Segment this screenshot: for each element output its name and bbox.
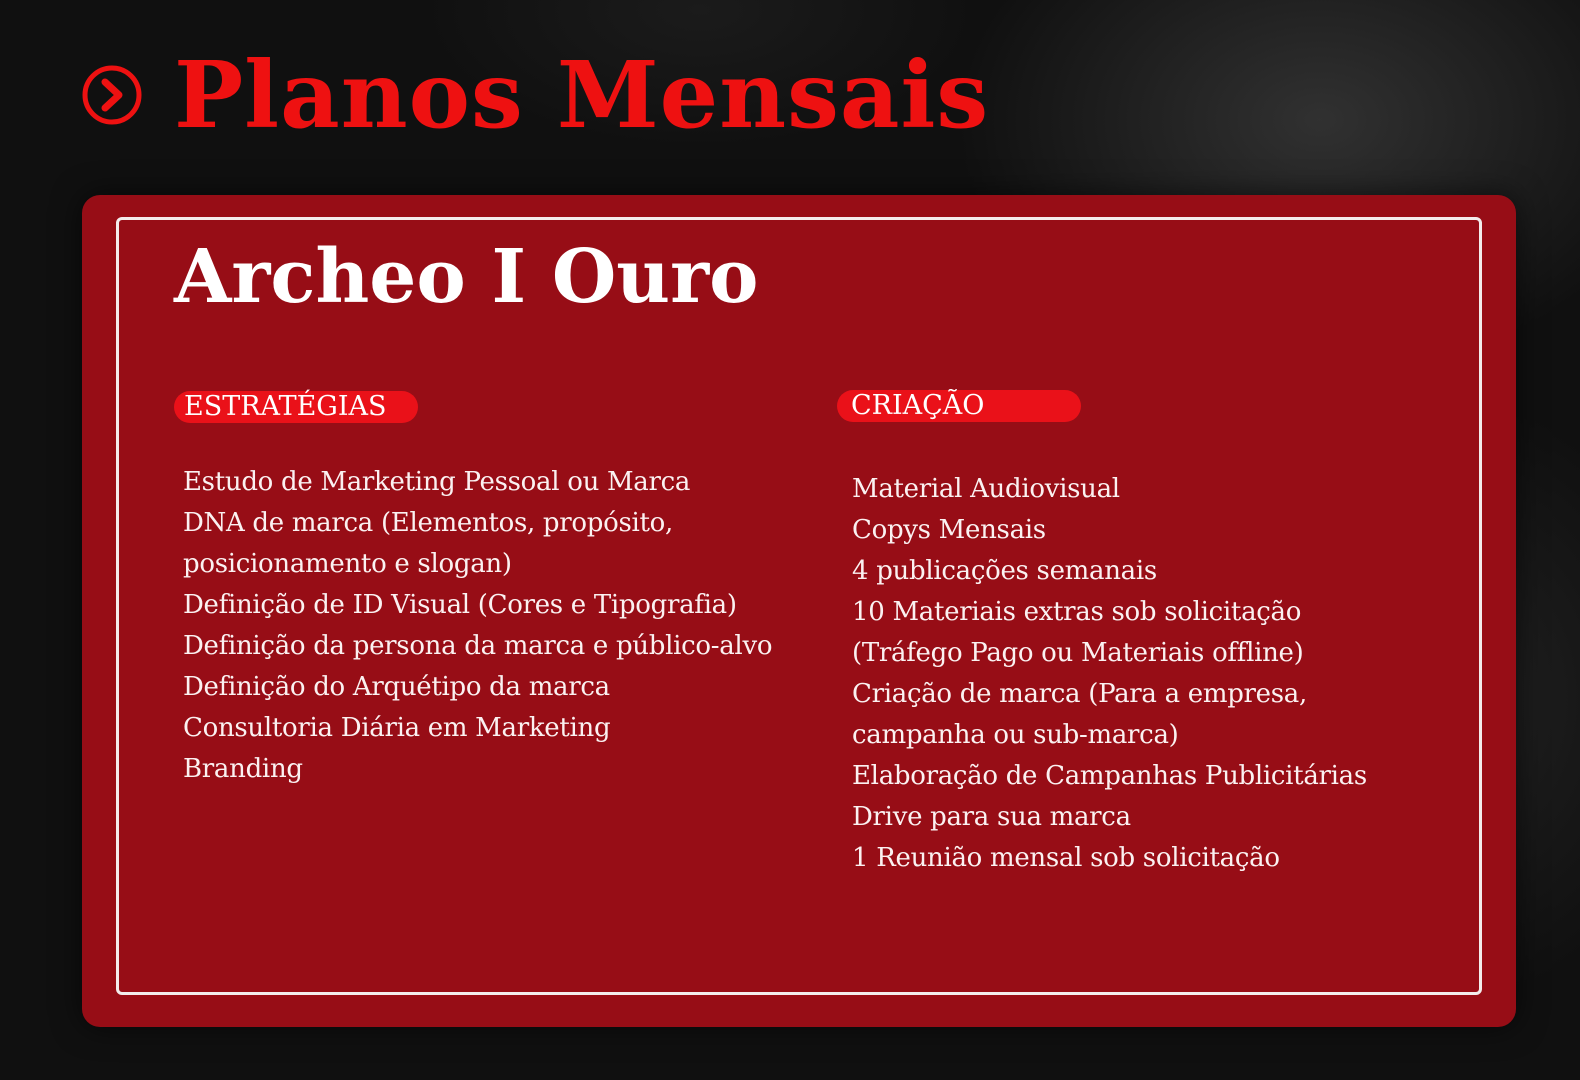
estrategias-badge: ESTRATÉGIAS <box>174 391 418 423</box>
list-item: DNA de marca (Elementos, propósito, <box>183 508 673 538</box>
list-item: Estudo de Marketing Pessoal ou Marca <box>183 467 691 497</box>
list-item: Drive para sua marca <box>852 802 1131 832</box>
criacao-badge: CRIAÇÃO <box>837 390 1081 422</box>
list-item: Elaboração de Campanhas Publicitárias <box>852 761 1367 791</box>
list-item: 4 publicações semanais <box>852 556 1157 586</box>
list-item: Criação de marca (Para a empresa, <box>852 679 1307 709</box>
plan-title: Archeo I Ouro <box>174 234 759 320</box>
list-item: campanha ou sub-marca) <box>852 720 1179 750</box>
page-title: Planos Mensais <box>174 41 990 149</box>
list-item: Branding <box>183 754 303 784</box>
criacao-list <box>852 469 1367 879</box>
list-item: 10 Materiais extras sob solicitação <box>852 597 1302 627</box>
list-item: Consultoria Diária em Marketing <box>183 713 611 743</box>
page-header <box>80 30 989 160</box>
plan-card <box>82 195 1516 1027</box>
list-item: 1 Reunião mensal sob solicitação <box>852 843 1280 873</box>
list-item: Definição da persona da marca e público-alvo <box>183 631 773 661</box>
circle-chevron-right-icon <box>80 63 144 127</box>
list-item: Definição de ID Visual (Cores e Tipografia) <box>183 590 737 620</box>
list-item: Material Audiovisual <box>852 474 1120 504</box>
list-item: posicionamento e slogan) <box>183 549 512 579</box>
list-item: Copys Mensais <box>852 515 1046 545</box>
estrategias-list <box>183 462 772 790</box>
list-item: (Tráfego Pago ou Materiais offline) <box>852 638 1304 668</box>
list-item: Definição do Arquétipo da marca <box>183 672 610 702</box>
